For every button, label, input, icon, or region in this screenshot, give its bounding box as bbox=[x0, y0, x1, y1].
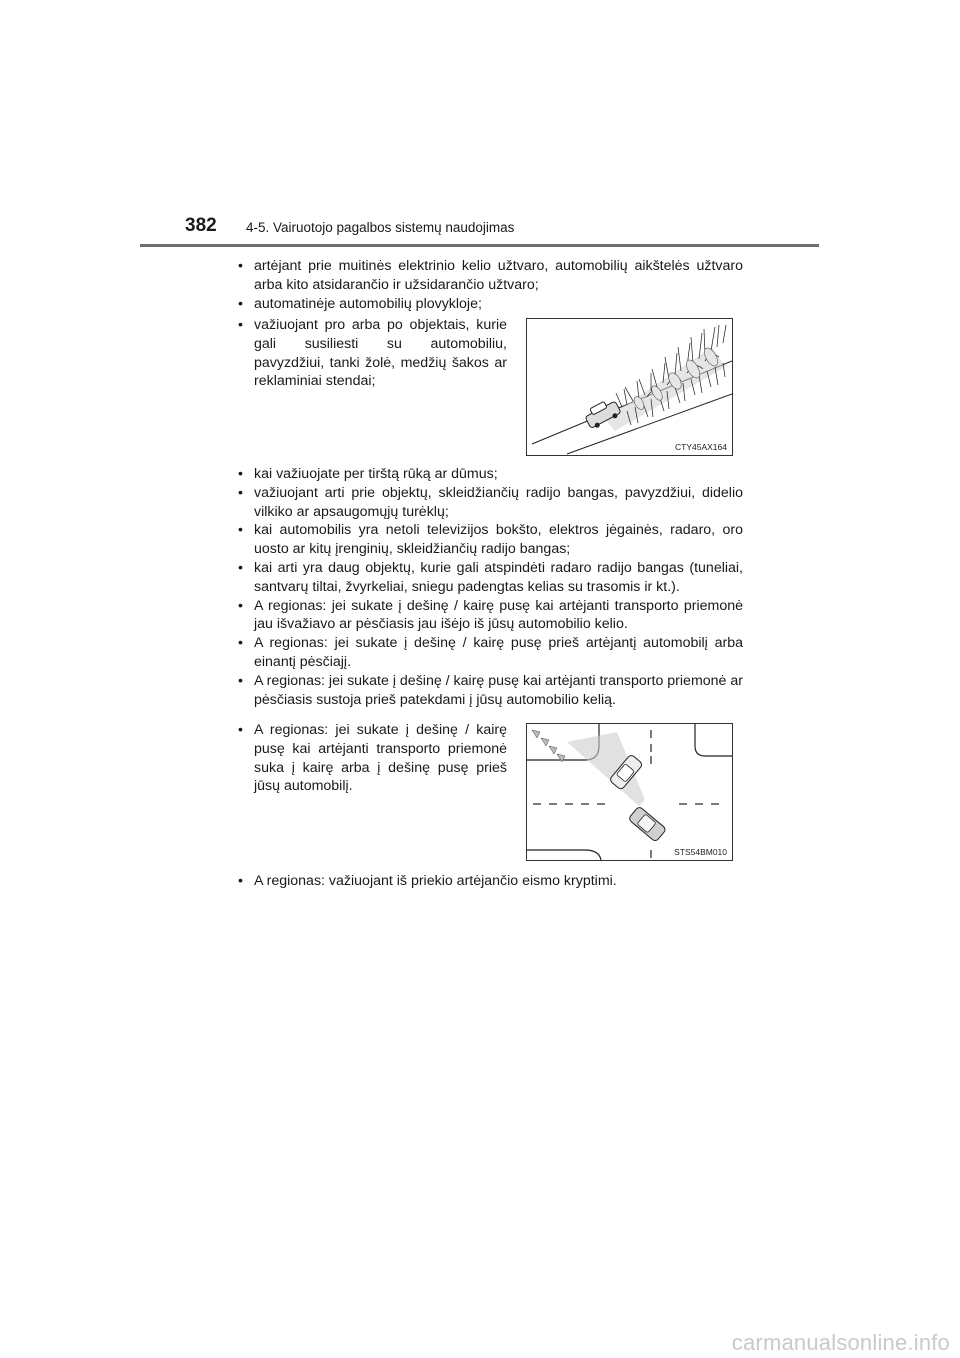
section-title: 4-5. Vairuotojo pagalbos sistemų naudojimas bbox=[246, 220, 515, 235]
list-item: • automatinėje automobilių plovykloje; bbox=[237, 295, 743, 314]
list-item: • kai arti yra daug objektų, kurie gali atspindėti radaro radijo bangas (tuneliai, santvarų tiltai, žvyrkeliai, sniegu padengtas kelias su trasomis ir kt.). bbox=[237, 559, 743, 597]
list-item: • važiuojant pro arba po objektais, kurie gali susiliesti su automobiliu, pavyzdžiui, tanki žolė, medžių šakos ar reklaminiai stendai; bbox=[237, 316, 507, 391]
list-item: • A regionas: važiuojant iš priekio artėjančio eismo kryptimi. bbox=[237, 872, 743, 891]
list-item: • A regionas: jei sukate į dešinę / kairę pusę kai artėjanti transporto priemonė jau išvažiavo ar pėsčiasis jau išėjo iš jūsų automobilio kelio. bbox=[237, 597, 743, 635]
list-item: • A regionas: jei sukate į dešinę / kairę pusę kai artėjanti transporto priemonė suka į kairę arba į dešinę pusę prieš jūsų automobilį. bbox=[237, 721, 507, 796]
illustration-intersection bbox=[526, 723, 733, 861]
bullet-with-figure-1 bbox=[237, 316, 507, 391]
bullet-list-bottom bbox=[237, 872, 743, 891]
bullet-list-middle bbox=[237, 465, 743, 709]
bullet-list-top bbox=[237, 257, 743, 313]
header-divider bbox=[140, 244, 819, 247]
list-item: • kai važiuojate per tirštą rūką ar dūmus; bbox=[237, 465, 743, 484]
car-near-vegetation-illustration bbox=[527, 319, 732, 455]
figure-code: CTY45AX164 bbox=[675, 442, 727, 452]
list-item: • artėjant prie muitinės elektrinio kelio užtvaro, automobilių aikštelės užtvaro arba kito atsidarančio ir užsidarančio užtvaro; bbox=[237, 257, 743, 295]
page-number: 382 bbox=[185, 215, 217, 236]
bullet-with-figure-2 bbox=[237, 721, 507, 796]
list-item: • A regionas: jei sukate į dešinę / kairę pusę kai artėjanti transporto priemonė ar pėsčiasis sustoja prieš patekdami į jūsų automobilio kelią. bbox=[237, 672, 743, 710]
intersection-turning-cars-illustration bbox=[527, 724, 732, 860]
list-item: • važiuojant arti prie objektų, skleidžiančių radijo bangas, pavyzdžiui, didelio vilkiko ar apsaugomųjų turėklų; bbox=[237, 484, 743, 522]
watermark: carmanualsonline.info bbox=[731, 1330, 950, 1355]
figure-code: STS54BM010 bbox=[674, 847, 727, 857]
list-item: • A regionas: jei sukate į dešinę / kairę pusę prieš artėjantį automobilį arba einantį pėsčiajį. bbox=[237, 634, 743, 672]
list-item: • kai automobilis yra netoli televizijos bokšto, elektros jėgainės, radaro, oro uosto ar kitų įrenginių, skleidžiančių radijo bangas; bbox=[237, 521, 743, 559]
illustration-vegetation bbox=[526, 318, 733, 456]
